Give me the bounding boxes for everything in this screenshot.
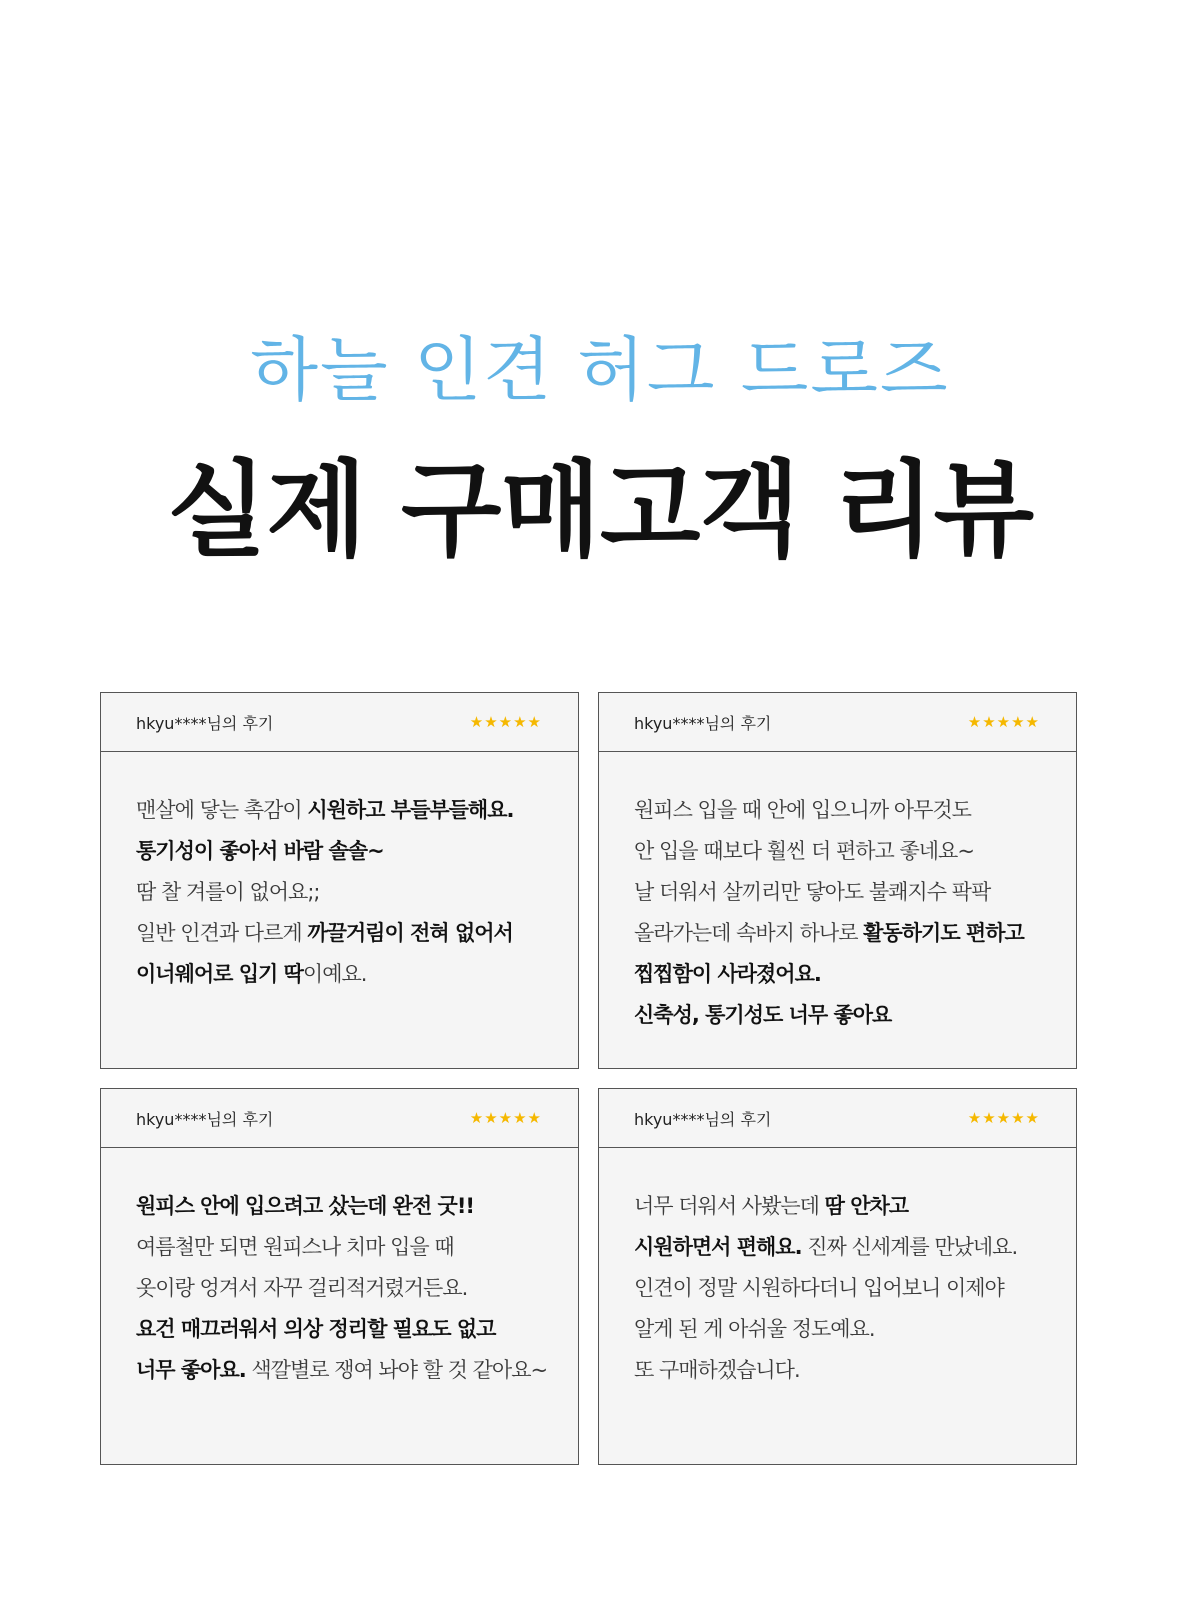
page-title: 실제 구매고객 리뷰 bbox=[166, 449, 1034, 571]
review-segment: 올라가는데 속바지 하나로 bbox=[634, 921, 864, 945]
review-line bbox=[634, 913, 1056, 954]
star-rating-icon: ★★★★★ bbox=[469, 713, 542, 731]
review-highlight: 시원하면서 편해요. bbox=[634, 1235, 802, 1259]
review-highlight: 활동하기도 편하고 bbox=[863, 921, 1024, 945]
review-highlight: 신축성, 통기성도 너무 좋아요 bbox=[634, 1003, 892, 1027]
review-text bbox=[101, 1148, 578, 1391]
review-line bbox=[634, 1268, 1056, 1309]
review-line bbox=[634, 831, 1056, 872]
review-text bbox=[599, 1148, 1076, 1391]
headline-block bbox=[0, 330, 1200, 570]
review-highlight: 통기성이 좋아서 바람 솔솔~ bbox=[136, 839, 384, 863]
review-card bbox=[100, 692, 579, 1069]
review-highlight: 원피스 안에 입으려고 샀는데 완전 굿!! bbox=[136, 1194, 474, 1218]
review-card-header bbox=[599, 1089, 1076, 1148]
star-rating-icon: ★★★★★ bbox=[967, 713, 1040, 731]
product-subtitle: 하늘 인견 허그 드로즈 bbox=[250, 329, 950, 411]
review-segment: 옷이랑 엉겨서 자꾸 걸리적거렸거든요. bbox=[136, 1276, 468, 1300]
review-card-header bbox=[101, 1089, 578, 1148]
review-highlight: 이너웨어로 입기 딱 bbox=[136, 962, 303, 986]
star-rating-icon: ★★★★★ bbox=[967, 1109, 1040, 1127]
review-line bbox=[136, 1186, 558, 1227]
review-card-header bbox=[101, 693, 578, 752]
review-line bbox=[136, 1227, 558, 1268]
reviewer-name: hkyu****님의 후기 bbox=[634, 713, 772, 733]
review-segment: 인견이 정말 시원하다더니 입어보니 이제야 bbox=[634, 1276, 1004, 1300]
review-line bbox=[136, 954, 558, 995]
review-highlight: 땀 안차고 bbox=[824, 1194, 909, 1218]
reviewer-name: hkyu****님의 후기 bbox=[634, 1109, 772, 1129]
review-segment: 색깔별로 쟁여 놔야 할 것 같아요~ bbox=[245, 1358, 548, 1382]
review-highlight: 시원하고 부들부들해요. bbox=[307, 798, 514, 822]
review-line bbox=[136, 1350, 558, 1391]
review-segment: 날 더워서 살끼리만 닿아도 불쾌지수 팍팍 bbox=[634, 880, 991, 904]
review-line bbox=[136, 790, 558, 831]
review-line bbox=[634, 1350, 1056, 1391]
review-line bbox=[634, 872, 1056, 913]
review-segment: 진짜 신세계를 만났네요. bbox=[801, 1235, 1018, 1259]
review-line bbox=[136, 913, 558, 954]
review-line bbox=[634, 790, 1056, 831]
review-segment: 이예요. bbox=[302, 962, 367, 986]
review-segment: 너무 더워서 사봤는데 bbox=[634, 1194, 825, 1218]
review-line bbox=[634, 995, 1056, 1036]
review-segment: 또 구매하겠습니다. bbox=[634, 1358, 800, 1382]
review-line bbox=[634, 1186, 1056, 1227]
review-segment: 원피스 입을 때 안에 입으니까 아무것도 bbox=[634, 798, 971, 822]
review-card bbox=[598, 1088, 1077, 1465]
review-text bbox=[599, 752, 1076, 1036]
review-line bbox=[136, 872, 558, 913]
reviewer-name: hkyu****님의 후기 bbox=[136, 713, 274, 733]
review-line bbox=[136, 1268, 558, 1309]
review-highlight: 찝찝함이 사라졌어요. bbox=[634, 962, 821, 986]
review-highlight: 까끌거림이 전혀 없어서 bbox=[307, 921, 513, 945]
review-text bbox=[101, 752, 578, 995]
review-line bbox=[634, 1227, 1056, 1268]
review-highlight: 요건 매끄러워서 의상 정리할 필요도 없고 bbox=[136, 1317, 496, 1341]
review-line bbox=[634, 954, 1056, 995]
review-segment: 안 입을 때보다 훨씬 더 편하고 좋네요~ bbox=[634, 839, 974, 863]
reviewer-name: hkyu****님의 후기 bbox=[136, 1109, 274, 1129]
review-card bbox=[598, 692, 1077, 1069]
review-highlight: 너무 좋아요. bbox=[136, 1358, 246, 1382]
review-card bbox=[100, 1088, 579, 1465]
review-segment: 맨살에 닿는 촉감이 bbox=[136, 798, 308, 822]
review-card-header bbox=[599, 693, 1076, 752]
review-segment: 알게 된 게 아쉬울 정도예요. bbox=[634, 1317, 875, 1341]
review-line bbox=[136, 831, 558, 872]
review-segment: 땀 찰 겨를이 없어요;; bbox=[136, 880, 320, 904]
star-rating-icon: ★★★★★ bbox=[469, 1109, 542, 1127]
review-line bbox=[634, 1309, 1056, 1350]
review-segment: 일반 인견과 다르게 bbox=[136, 921, 308, 945]
review-grid bbox=[100, 692, 1100, 1465]
review-segment: 여름철만 되면 원피스나 치마 입을 때 bbox=[136, 1235, 454, 1259]
review-line bbox=[136, 1309, 558, 1350]
